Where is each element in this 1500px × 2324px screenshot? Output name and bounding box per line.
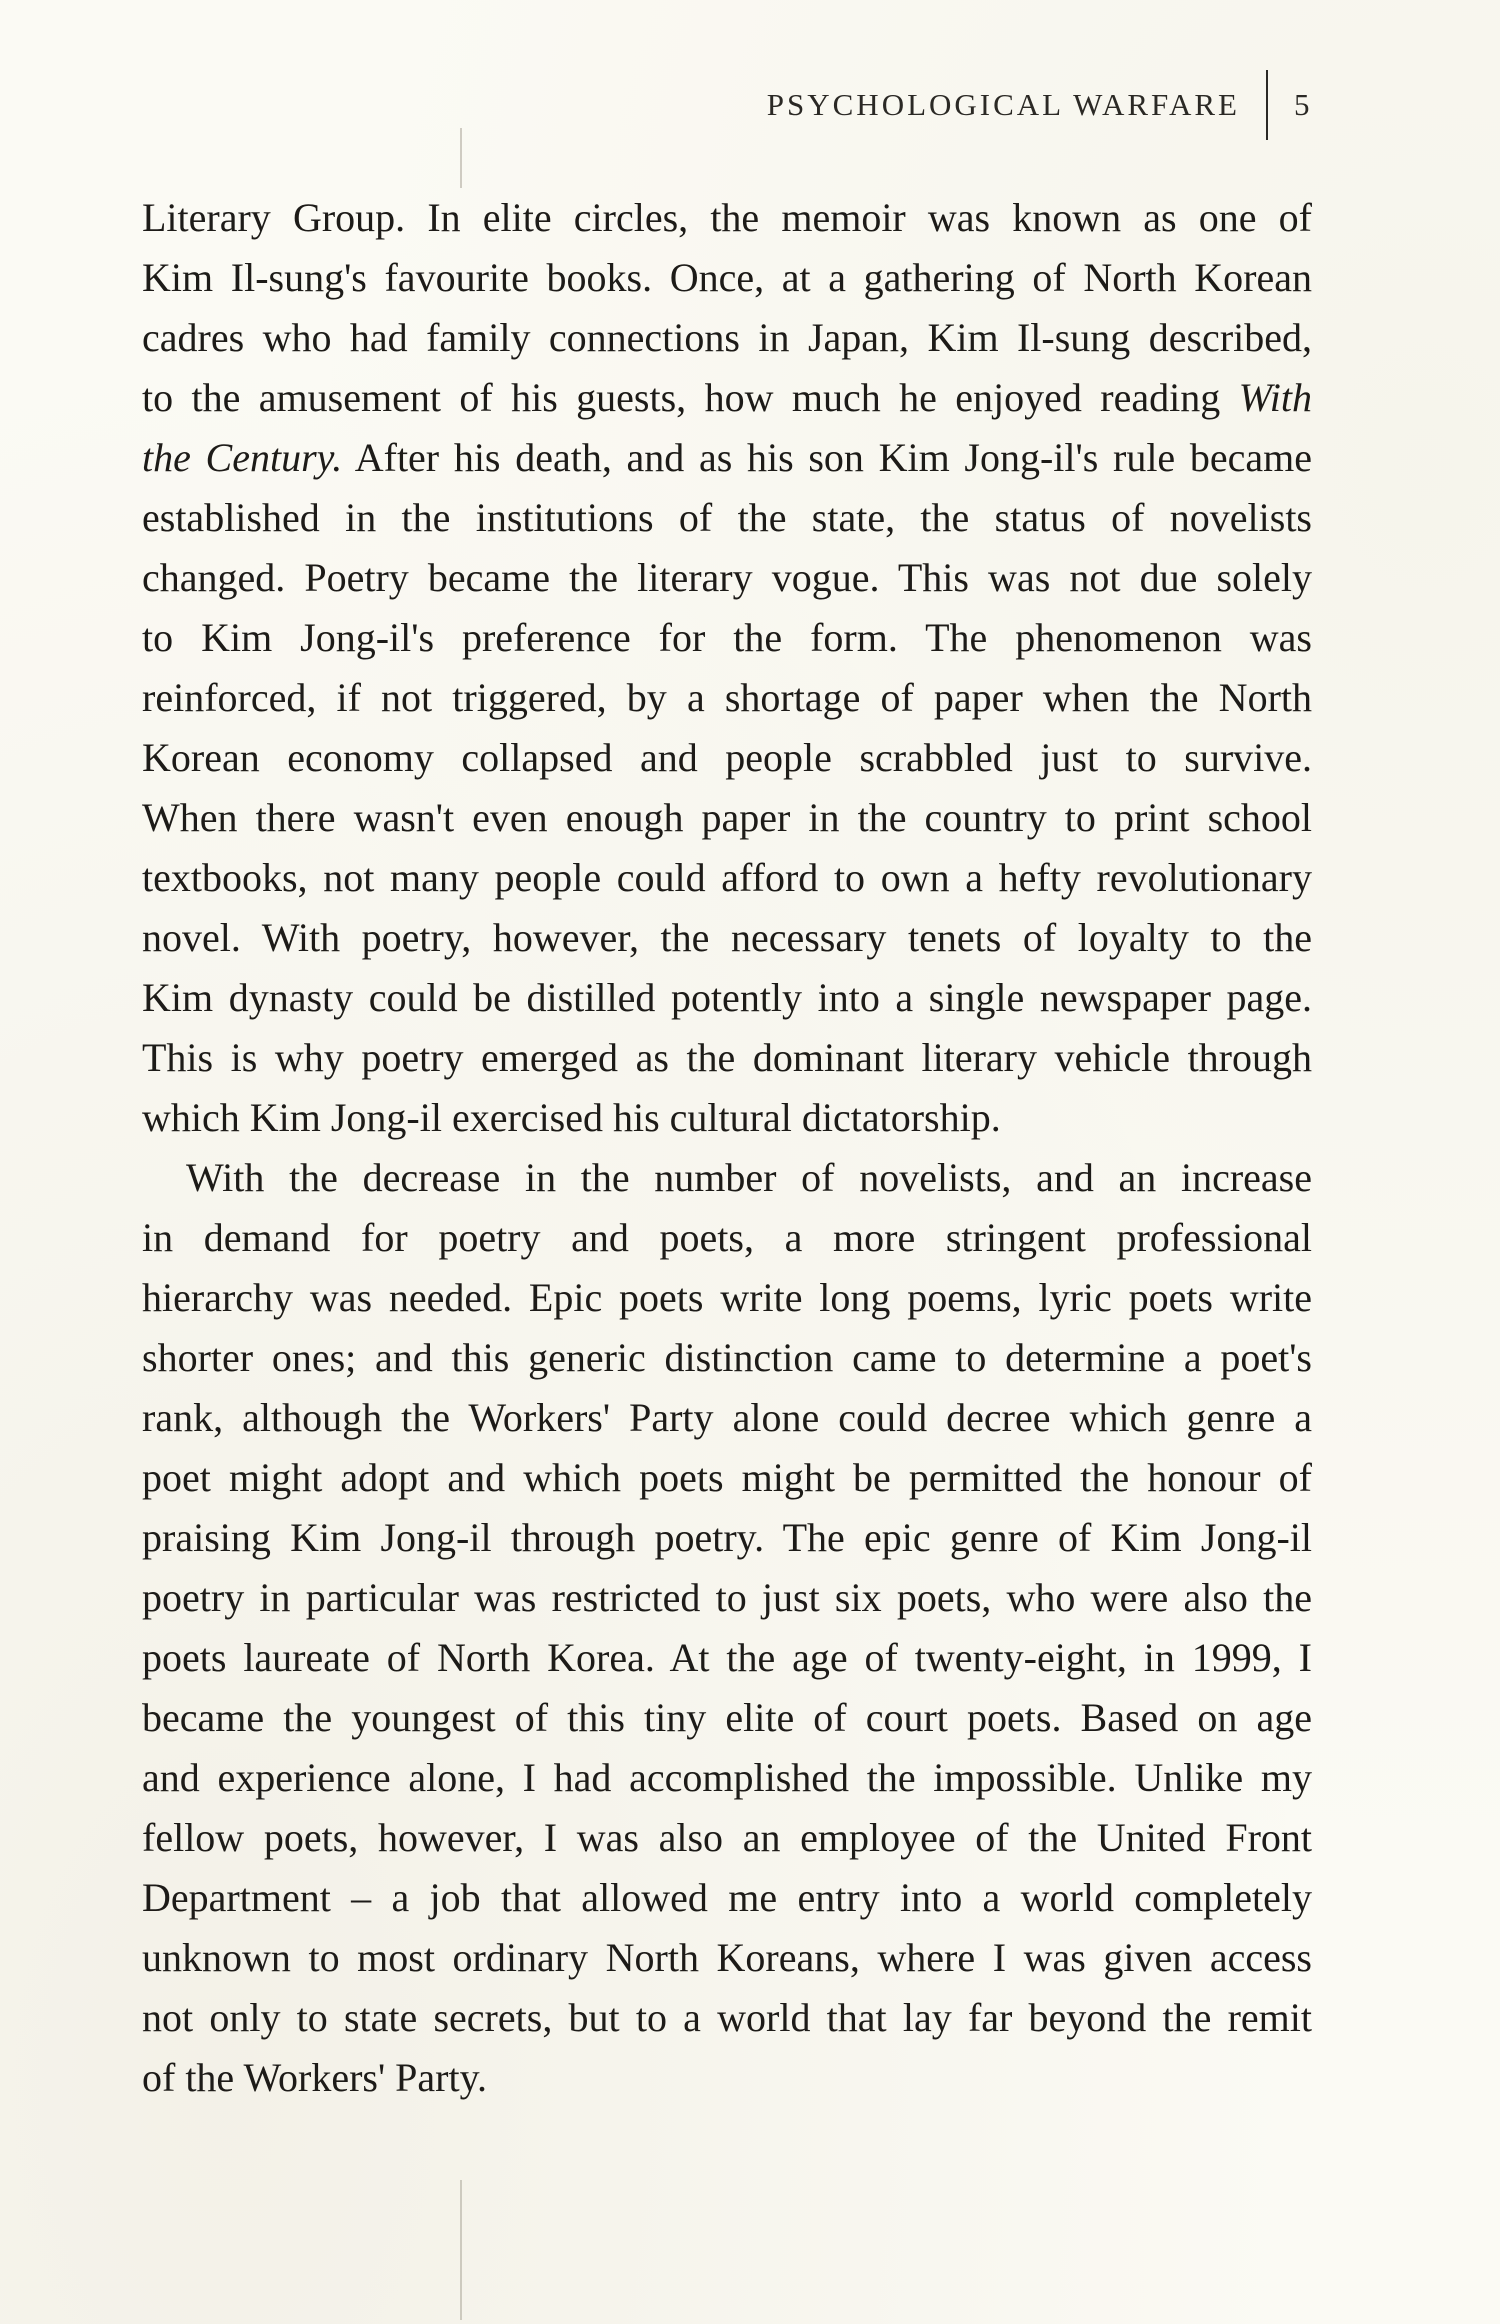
text-segment: to the amusement of his guests, how much he enjoyed reading (142, 375, 1221, 420)
text-line: When there wasn't even enough paper in the country to print school (142, 795, 1312, 840)
text-line: Korean economy collapsed and people scrabbled just to survive. (142, 735, 1312, 780)
scan-artifact-line (460, 128, 462, 188)
text-line: not only to state secrets, but to a world that lay far beyond the remit (142, 1995, 1312, 2040)
text-line: With the decrease in the number of novelists, and an increase (186, 1155, 1312, 1200)
text-line: in demand for poetry and poets, a more stringent professional (142, 1215, 1312, 1260)
running-title: PSYCHOLOGICAL WARFARE (766, 87, 1240, 122)
running-header (767, 70, 1320, 140)
book-title-italic: the Century. (142, 435, 343, 480)
text-line: changed. Poetry became the literary vogue. This was not due solely (142, 555, 1312, 600)
text-line: reinforced, if not triggered, by a shortage of paper when the North (142, 675, 1312, 720)
paragraph (142, 188, 1312, 1148)
text-line: Kim dynasty could be distilled potently into a single newspaper page. (142, 975, 1312, 1020)
text-line: textbooks, not many people could afford to own a hefty revolutionary (142, 855, 1312, 900)
book-title-italic: With (1238, 375, 1313, 420)
text-line: fellow poets, however, I was also an employee of the United Front (142, 1815, 1312, 1860)
text-line: established in the institutions of the state, the status of novelists (142, 495, 1312, 540)
page-number: 5 (1294, 87, 1310, 122)
text-segment: After his death, and as his son Kim Jong-il's rule became (354, 435, 1313, 480)
text-line: praising Kim Jong-il through poetry. The epic genre of Kim Jong-il (142, 1515, 1312, 1560)
body-text (142, 188, 1312, 2108)
text-line: to Kim Jong-il's preference for the form. The phenomenon was (142, 615, 1312, 660)
text-line: rank, although the Workers' Party alone could decree which genre a (142, 1395, 1312, 1440)
text-line (142, 368, 1312, 428)
text-line: novel. With poetry, however, the necessary tenets of loyalty to the (142, 915, 1312, 960)
text-line: shorter ones; and this generic distinction came to determine a poet's (142, 1335, 1312, 1380)
text-line: poet might adopt and which poets might be permitted the honour of (142, 1455, 1312, 1500)
text-line: became the youngest of this tiny elite of court poets. Based on age (142, 1695, 1312, 1740)
text-line: which Kim Jong-il exercised his cultural dictatorship. (142, 1095, 1001, 1140)
text-line: unknown to most ordinary North Koreans, where I was given access (142, 1935, 1312, 1980)
text-line: poets laureate of North Korea. At the age of twenty-eight, in 1999, I (142, 1635, 1312, 1680)
text-line: Literary Group. In elite circles, the memoir was known as one of (142, 195, 1312, 240)
text-line: Department – a job that allowed me entry into a world completely (142, 1875, 1312, 1920)
text-line: and experience alone, I had accomplished the impossible. Unlike my (142, 1755, 1312, 1800)
text-line: Kim Il-sung's favourite books. Once, at a gathering of North Korean (142, 255, 1312, 300)
text-line: This is why poetry emerged as the dominant literary vehicle through (142, 1035, 1312, 1080)
scan-artifact-line (460, 2180, 462, 2320)
text-line (142, 428, 1312, 488)
text-line: of the Workers' Party. (142, 2055, 488, 2100)
text-line: poetry in particular was restricted to just six poets, who were also the (142, 1575, 1312, 1620)
text-line: cadres who had family connections in Japan, Kim Il-sung described, (142, 315, 1312, 360)
text-line: hierarchy was needed. Epic poets write long poems, lyric poets write (142, 1275, 1312, 1320)
paragraph (142, 1148, 1312, 2108)
